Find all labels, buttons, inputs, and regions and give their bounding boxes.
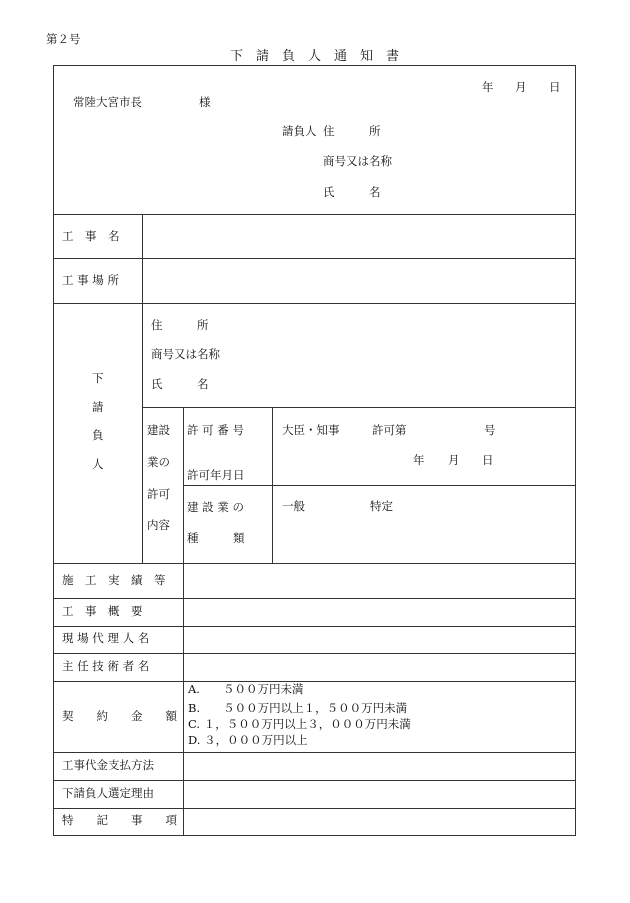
specific-label: 特定 — [370, 499, 393, 513]
payment-method-label: 工事代金支払方法 — [62, 758, 154, 772]
business-type-label-2: 種 類 — [187, 531, 245, 545]
performance-label: 施 工 実 績 等 — [62, 573, 166, 587]
contract-option: B. ５００万円以上１，５００万円未満 — [188, 701, 408, 715]
permit-date-label: 許可年月日 — [187, 468, 245, 482]
contract-option: C. １，５００万円以上３，０００万円未満 — [188, 717, 411, 731]
contract-amount-label: 契 約 金 額 — [62, 709, 177, 723]
permit-number-label: 許 可 番 号 — [187, 423, 244, 437]
header-date-year: 年 — [482, 80, 494, 94]
contractor-name-label: 氏 名 — [323, 185, 381, 199]
contract-option: D. ３，０００万円以上 — [188, 733, 308, 747]
form-number: 第２号 — [46, 32, 81, 46]
honorific: 様 — [199, 95, 211, 109]
addressee: 常陸大宮市長 — [73, 95, 142, 109]
permit-date-year: 年 — [413, 453, 425, 467]
contractor-label: 請負人 — [282, 124, 317, 138]
general-label: 一般 — [282, 499, 305, 513]
sub-name-label: 氏 名 — [151, 377, 209, 391]
site-agent-label: 現 場 代 理 人 名 — [62, 631, 150, 645]
permit-no-text: 許可第 — [372, 423, 407, 437]
header-date-month: 月 — [515, 80, 527, 94]
business-type-label-1: 建 設 業 の — [187, 500, 244, 514]
contractor-trade-name-label: 商号又は名称 — [323, 154, 392, 168]
selection-reason-label: 下請負人選定理由 — [62, 786, 154, 800]
permit-date-month: 月 — [448, 453, 460, 467]
project-name-label: 工 事 名 — [62, 229, 120, 243]
authority-text: 大臣・知事 — [282, 423, 340, 437]
contractor-address-label: 住 所 — [323, 124, 381, 138]
go-text: 号 — [484, 423, 496, 437]
summary-label: 工 事 概 要 — [62, 604, 143, 618]
page-title: 下 請 負 人 通 知 書 — [230, 49, 400, 64]
special-notes-label: 特 記 事 項 — [62, 813, 177, 827]
header-date-day: 日 — [549, 80, 561, 94]
chief-engineer-label: 主 任 技 術 者 名 — [62, 659, 150, 673]
sub-trade-name-label: 商号又は名称 — [151, 347, 220, 361]
project-location-label: 工 事 場 所 — [62, 273, 119, 287]
contract-option: A. ５００万円未満 — [188, 682, 304, 696]
sub-address-label: 住 所 — [151, 318, 209, 332]
permit-date-day: 日 — [482, 453, 494, 467]
